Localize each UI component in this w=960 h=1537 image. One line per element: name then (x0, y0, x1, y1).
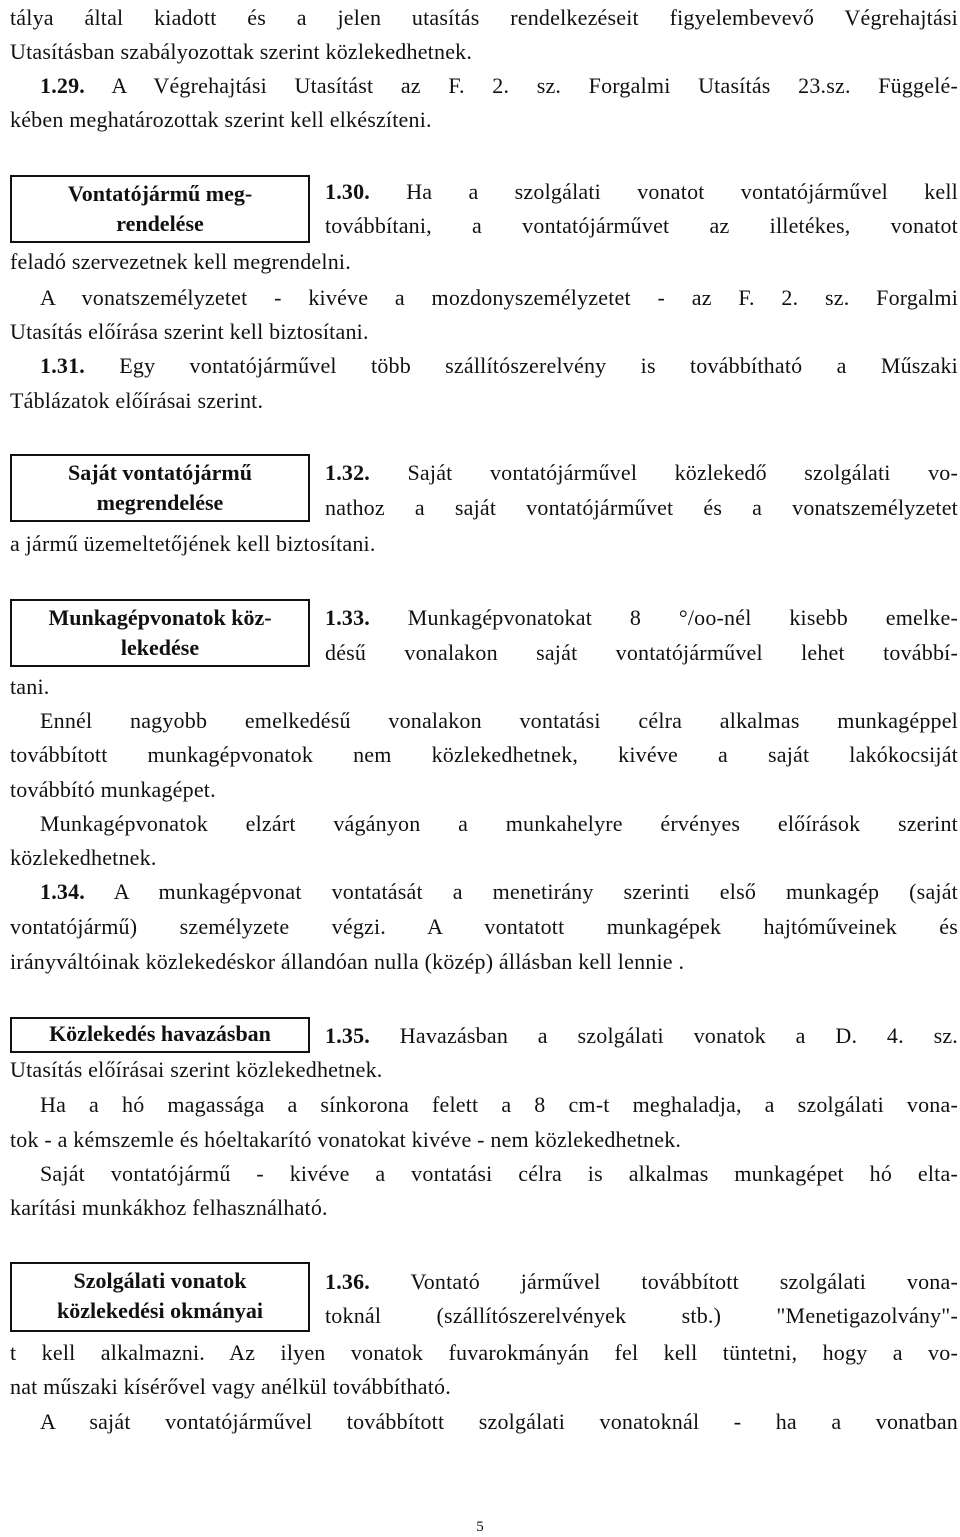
paragraph-1-29 (40, 72, 958, 100)
text-line: továbbító munkagépet. (10, 777, 216, 802)
text-line: tok - a kémszemle és hóeltakarító vonatokat kivéve - nem közlekedhetnek. (10, 1127, 682, 1152)
text-span: Ha a szolgálati vonatot vontatójárművel kell (370, 179, 958, 204)
text-span: Saját vontatójárművel közlekedő szolgálati vo- (370, 460, 958, 485)
text-line: tálya által kiadott és a jelen utasítás rendelkezéseit figyelembevevő Végrehajtási (10, 5, 958, 30)
paragraph-1-34 (40, 878, 958, 906)
margin-heading-box (10, 454, 310, 522)
heading-line: Munkagépvonatok köz- (48, 605, 272, 630)
text-line: Utasítás előírásai szerint közlekedhetnek. (10, 1057, 383, 1082)
text-line: nat műszaki kísérővel vagy anélkül továbbítható. (10, 1374, 451, 1399)
text-line: A saját vontatójárművel továbbított szolgálati vonatoknál - ha a vonatban (40, 1409, 958, 1434)
text-line: A vonatszemélyzetet - kivéve a mozdonyszemélyzetet - az F. 2. sz. Forgalmi (40, 285, 958, 310)
section-number: 1.36. (325, 1269, 370, 1294)
text-line: a jármű üzemeltetőjének kell biztosítani. (10, 531, 376, 556)
paragraph-1-31 (40, 352, 958, 380)
heading-line: megrendelése (96, 490, 224, 515)
text-line: toknál (szállítószerelvények stb.) "Menetigazolvány"- (325, 1303, 958, 1328)
heading-line: Szolgálati vonatok (73, 1268, 247, 1293)
section-number: 1.33. (325, 605, 370, 630)
text-line: Táblázatok előírásai szerint. (10, 388, 264, 413)
heading-line: Saját vontatójármű (68, 460, 252, 485)
paragraph-1-33 (325, 604, 958, 632)
text-line: Ennél nagyobb emelkedésű vonalakon vontatási célra alkalmas munkagéppel (40, 708, 958, 733)
margin-heading-box (10, 175, 310, 243)
heading-line: Vontatójármű meg- (67, 181, 253, 206)
text-line: továbbított munkagépvonatok nem közlekedhetnek, kivéve a saját lakókocsiját (10, 742, 958, 767)
text-line: vontatójármű) személyzete végzi. A vontatott munkagépek hajtóműveinek és (10, 914, 958, 939)
paragraph-1-35 (325, 1022, 958, 1050)
heading-line: Közlekedés havazásban (49, 1021, 271, 1046)
section-number: 1.32. (325, 460, 370, 485)
text-line: nathoz a saját vontatójárművet és a vonatszemélyzetet (325, 495, 958, 520)
section-number: 1.29. (40, 73, 85, 98)
text-span: Munkagépvonatokat 8 °/oo-nél kisebb emelke- (370, 605, 958, 630)
text-line: tani. (10, 674, 50, 699)
section-number: 1.34. (40, 879, 85, 904)
text-line: kében meghatározottak szerint kell elkészíteni. (10, 107, 432, 132)
paragraph-1-30 (325, 178, 958, 206)
text-span: A Végrehajtási Utasítást az F. 2. sz. Forgalmi Utasítás 23.sz. Függelé- (85, 73, 958, 98)
text-line: Munkagépvonatok elzárt vágányon a munkahelyre érvényes előírások szerint (40, 811, 958, 836)
text-span: Havazásban a szolgálati vonatok a D. 4. sz. (370, 1023, 958, 1048)
text-line: Saját vontatójármű - kivéve a vontatási célra is alkalmas munkagépet hó elta- (40, 1161, 958, 1186)
text-line: feladó szervezetnek kell megrendelni. (10, 249, 351, 274)
text-line: irányváltóinak közlekedéskor állandóan nulla (közép) állásban kell lennie . (10, 949, 685, 974)
margin-heading-box (10, 1017, 310, 1053)
text-span: A munkagépvonat vontatását a menetirány szerinti első munkagép (saját (85, 879, 958, 904)
margin-heading-box (10, 1262, 310, 1332)
text-span: Vontató járművel továbbított szolgálati vona- (370, 1269, 958, 1294)
heading-line: rendelése (116, 211, 204, 236)
heading-line: lekedése (120, 635, 200, 660)
page-number: 5 (476, 1519, 484, 1535)
margin-heading-box (10, 599, 310, 667)
section-number: 1.31. (40, 353, 85, 378)
paragraph-1-36 (325, 1268, 958, 1296)
paragraph-1-32 (325, 459, 958, 487)
text-line: Ha a hó magassága a sínkorona felett a 8 cm-t meghaladja, a szolgálati vona- (40, 1092, 958, 1117)
text-line: közlekedhetnek. (10, 845, 157, 870)
section-number: 1.35. (325, 1023, 370, 1048)
text-line: t kell alkalmazni. Az ilyen vonatok fuvarokmányán fel kell tüntetni, hogy a vo- (10, 1340, 958, 1365)
heading-line: közlekedési okmányai (57, 1298, 263, 1323)
section-number: 1.30. (325, 179, 370, 204)
text-line: Utasításban szabályozottak szerint közlekedhetnek. (10, 39, 473, 64)
text-span: Egy vontatójárművel több szállítószerelvény is továbbítható a Műszaki (85, 353, 958, 378)
text-line: désű vonalakon saját vontatójárművel lehet továbbí- (325, 640, 958, 665)
text-line: karítási munkákhoz felhasználható. (10, 1195, 328, 1220)
text-line: Utasítás előírása szerint kell biztosítani. (10, 319, 369, 344)
text-line: továbbítani, a vontatójárművet az illetékes, vonatot (325, 213, 958, 238)
